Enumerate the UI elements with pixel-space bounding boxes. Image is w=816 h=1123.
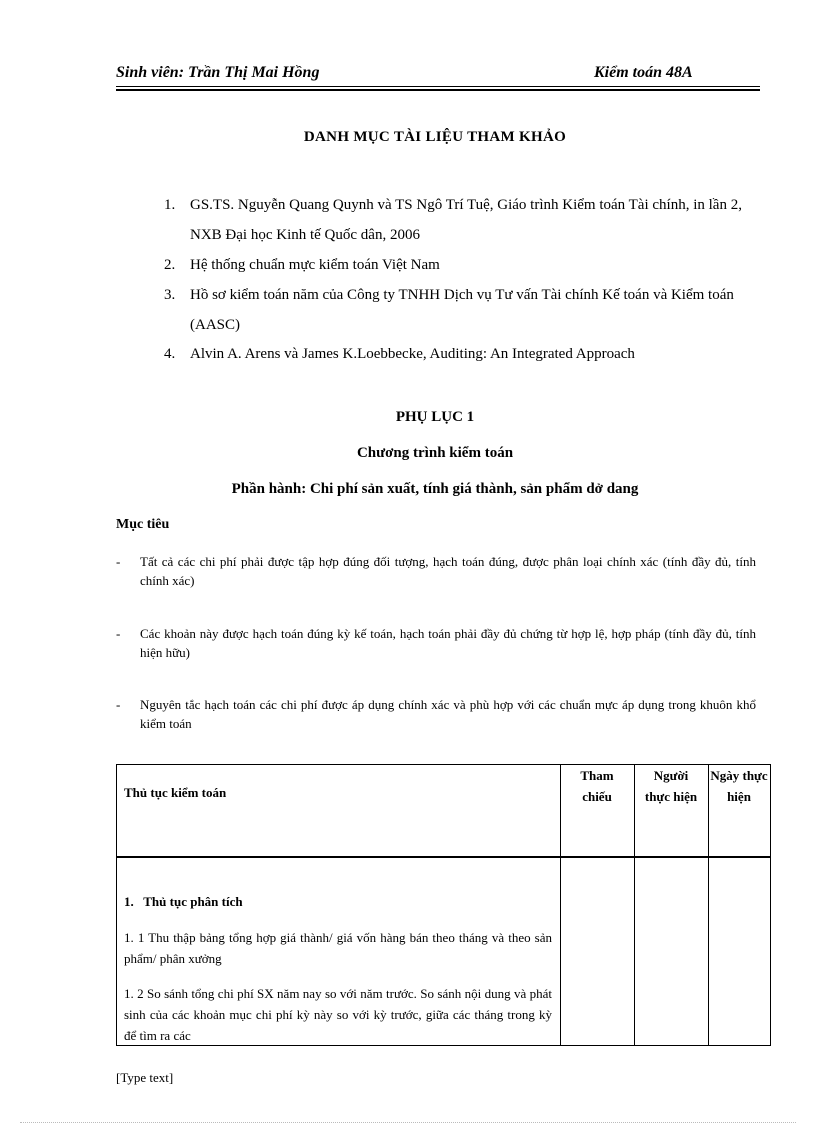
- appendix-title: PHỤ LỤC 1: [395, 409, 475, 425]
- header-divider: [116, 86, 760, 87]
- reference-number: 2.: [164, 257, 176, 273]
- table-col-divider: [708, 764, 709, 1046]
- header-performer: Người thực hiện: [644, 768, 698, 804]
- appendix-subtitle: Chương trình kiểm toán: [356, 445, 514, 461]
- reference-text: Hồ sơ kiểm toán năm của Công ty TNHH Dịch vụ Tư vấn Tài chính Kế toán và Kiểm toán (AASC): [190, 287, 734, 333]
- table-row: 1. 1 Thu thập bảng tổng hợp giá thành/ giá vốn hàng bán theo tháng và theo sản phẩm/ phân xưởng: [124, 930, 552, 966]
- table-row: 1. 2 So sánh tổng chi phí SX năm nay so với năm trước. So sánh nội dung và phát sinh của các khoản mục chi phí kỳ này so với kỳ trước, giữa các tháng trong kỳ để tìm ra các: [124, 986, 552, 1043]
- header-date: Ngày thực hiện: [710, 768, 768, 804]
- header-reference: Tham chiếu: [580, 768, 614, 804]
- header-class: Kiểm toán 48A: [594, 64, 693, 81]
- table-col-divider: [634, 764, 635, 1046]
- objective-dash: -: [116, 554, 121, 569]
- reference-text: GS.TS. Nguyễn Quang Quynh và TS Ngô Trí Tuệ, Giáo trình Kiểm toán Tài chính, in lần 2, NXB Đại học Kinh tế Quốc dân, 2006: [190, 197, 742, 243]
- reference-text: Hệ thống chuẩn mực kiểm toán Việt Nam: [190, 257, 440, 273]
- header-divider-thick: [116, 89, 760, 91]
- table-border-right: [770, 764, 771, 1046]
- objective-item: [0, 552, 816, 592]
- reference-item: [0, 250, 816, 280]
- reference-number: 1.: [164, 197, 176, 213]
- objective-dash: -: [116, 626, 121, 641]
- reference-number: 3.: [164, 287, 176, 303]
- reference-item: [0, 339, 816, 369]
- reference-item: [0, 280, 816, 340]
- reference-text: Alvin A. Arens và James K.Loebbecke, Auditing: An Integrated Approach: [190, 346, 635, 362]
- header-student: Sinh viên: Trần Thị Mai Hồng: [116, 64, 320, 81]
- table-border-left: [116, 764, 117, 1046]
- header-procedure: Thủ tục kiểm toán: [124, 785, 227, 800]
- objective-text: Các khoản này được hạch toán đúng kỳ kế toán, hạch toán phải đầy đủ chứng từ hợp lệ, hợp pháp (tính đầy đủ, tính hiện hữu): [140, 626, 756, 660]
- objectives-heading: Mục tiêu: [116, 517, 170, 532]
- references-title: DANH MỤC TÀI LIỆU THAM KHẢO: [303, 129, 567, 145]
- objective-item: [0, 624, 816, 664]
- audit-procedure-table: [116, 764, 770, 1046]
- appendix-section: Phần hành: Chi phí sản xuất, tính giá thành, sản phẩm dở dang: [231, 481, 639, 497]
- table-col-divider: [560, 764, 561, 1046]
- reference-item: [0, 190, 816, 250]
- footer-placeholder: [Type text]: [116, 1070, 174, 1085]
- table-header-divider: [116, 856, 770, 858]
- reference-number: 4.: [164, 346, 176, 362]
- table-section-title: 1. Thủ tục phân tích: [124, 894, 243, 909]
- objective-item: [0, 695, 816, 735]
- objective-text: Nguyên tắc hạch toán các chi phí được áp dụng chính xác và phù hợp với các chuẩn mực áp dụng trong khuôn khổ kiểm toán: [140, 697, 756, 731]
- objective-text: Tất cả các chi phí phải được tập hợp đúng đối tượng, hạch toán đúng, được phân loại chính xác (tính đầy đủ, tính chính xác): [140, 554, 756, 588]
- objective-dash: -: [116, 697, 121, 712]
